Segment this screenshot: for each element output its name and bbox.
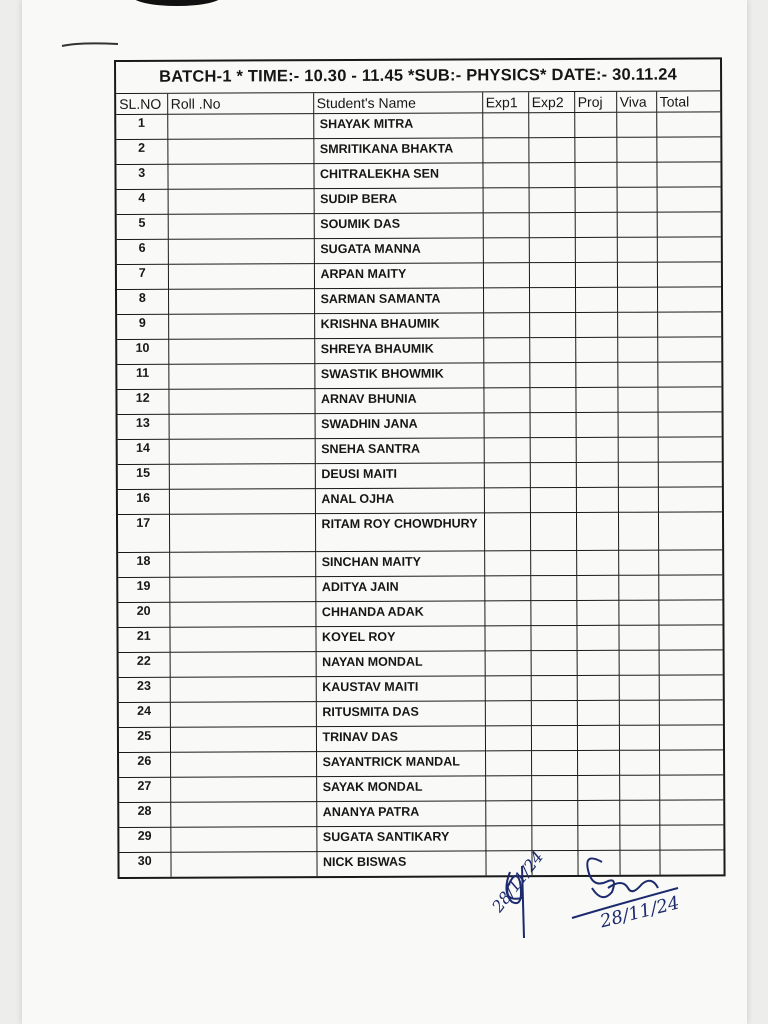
viva-cell [619,650,659,675]
proj-cell [575,312,617,337]
total-cell [657,237,721,262]
exp1-cell [485,776,531,801]
exp2-cell [529,337,575,362]
name-cell: RITAM ROY CHOWDHURY [315,513,484,552]
total-cell [657,362,721,387]
viva-cell [617,287,657,312]
roll-cell [167,114,313,140]
sl-cell: 3 [116,164,167,189]
sl-cell: 8 [117,289,168,314]
sl-cell: 16 [118,489,169,514]
name-cell: NICK BISWAS [316,851,485,876]
viva-cell [619,800,659,825]
sl-cell: 11 [117,364,168,389]
viva-cell [618,462,658,487]
exp1-cell [484,488,530,513]
proj-cell [575,387,617,412]
sl-cell: 25 [119,727,170,752]
name-cell: ARPAN MAITY [314,263,483,289]
sl-cell: 2 [116,139,167,164]
name-cell: SWASTIK BHOWMIK [314,363,483,389]
name-cell: SINCHAN MAITY [315,551,484,577]
exp1-cell [483,213,529,238]
roll-cell [168,389,314,415]
roll-cell [170,727,316,753]
roll-cell [170,752,316,778]
total-cell [658,487,722,512]
exp1-cell [483,388,529,413]
viva-cell [619,675,659,700]
table-row [117,212,721,240]
proj-cell [574,162,616,187]
proj-cell [577,725,619,750]
roll-cell [169,602,315,628]
total-cell [658,412,722,437]
proj-cell [577,700,619,725]
name-cell: SUGATA MANNA [314,238,483,264]
viva-cell [619,700,659,725]
sl-cell: 13 [118,414,169,439]
table-row [117,312,721,340]
table-row [118,600,722,628]
roll-cell [169,464,315,490]
col-header-viva: Viva [616,92,656,113]
exp2-cell [528,162,574,187]
total-cell [658,550,722,575]
roll-cell [168,264,314,290]
viva-cell [618,512,658,550]
exp1-cell [484,463,530,488]
name-cell: SUDIP BERA [314,188,483,214]
exp2-cell [529,287,575,312]
table-row [116,112,720,140]
proj-cell [574,137,616,162]
exp2-cell [531,650,577,675]
exp2-cell [529,187,575,212]
name-cell: KAUSTAV MAITI [316,676,485,702]
proj-cell [575,187,617,212]
roll-cell [168,289,314,315]
table-row [118,512,722,553]
exp2-cell [531,750,577,775]
name-cell: NAYAN MONDAL [316,651,485,677]
exp2-cell [531,725,577,750]
viva-cell [618,437,658,462]
exp2-cell [530,487,576,512]
table-row [119,750,723,778]
exp1-cell [483,338,529,363]
roll-cell [169,552,315,578]
exp1-cell [485,751,531,776]
proj-cell [577,750,619,775]
roll-cell [170,652,316,678]
proj-cell [575,212,617,237]
roll-cell [170,852,316,877]
exp1-cell [484,626,530,651]
exp1-cell [485,701,531,726]
table-row [116,137,720,165]
table-row [118,575,722,603]
exp2-cell [530,412,576,437]
exp2-cell [530,550,576,575]
roll-cell [169,514,315,553]
viva-cell [617,262,657,287]
table-row [119,700,723,728]
roll-cell [170,827,316,853]
proj-cell [575,262,617,287]
col-header-exp2: Exp2 [528,92,574,113]
proj-cell [575,362,617,387]
proj-cell [576,600,618,625]
total-cell [658,437,722,462]
sl-cell: 5 [117,214,168,239]
student-table [116,91,723,877]
roll-cell [170,777,316,803]
table-row [117,187,721,215]
viva-cell [618,600,658,625]
table-row [119,800,723,828]
exp2-cell [529,312,575,337]
total-cell [657,312,721,337]
sl-cell: 15 [118,464,169,489]
exp1-cell [485,726,531,751]
roll-cell [168,239,314,265]
table-row [118,487,722,515]
total-cell [657,262,721,287]
name-cell: SHREYA BHAUMIK [314,338,483,364]
total-cell [659,800,723,825]
name-cell: SHAYAK MITRA [313,113,482,139]
table-row [118,437,722,465]
pen-mark [60,38,120,50]
exp1-cell [483,238,529,263]
exp2-cell [529,262,575,287]
proj-cell [576,550,618,575]
ink-blot [132,0,222,6]
name-cell: DEUSI MAITI [315,463,484,489]
sl-cell: 4 [117,189,168,214]
exp2-cell [531,800,577,825]
name-cell: ADITYA JAIN [315,576,484,602]
exp2-cell [529,237,575,262]
col-header-proj: Proj [574,92,616,113]
name-cell: KRISHNA BHAUMIK [314,313,483,339]
sl-cell: 24 [119,702,170,727]
exp1-cell [485,826,531,851]
exp1-cell [483,313,529,338]
proj-cell [576,412,618,437]
exp1-cell [485,676,531,701]
exp2-cell [530,600,576,625]
exp1-cell [483,188,529,213]
exp2-cell [528,137,574,162]
exp1-cell [484,576,530,601]
table-row [119,650,723,678]
table-row [117,262,721,290]
name-cell: TRINAV DAS [316,726,485,752]
table-row [119,675,723,703]
viva-cell [618,487,658,512]
col-header-name: Student's Name [313,92,482,113]
exp2-cell [530,437,576,462]
exp1-cell [484,601,530,626]
table-row [117,287,721,315]
exp1-cell [482,113,528,138]
exp2-cell [529,212,575,237]
total-cell [659,825,723,850]
exp1-cell [484,413,530,438]
viva-cell [616,112,656,137]
proj-cell [575,287,617,312]
exp2-cell [530,512,576,550]
viva-cell [617,362,657,387]
total-cell [658,600,722,625]
exp2-cell [530,575,576,600]
total-cell [657,387,721,412]
col-header-total: Total [656,91,720,112]
viva-cell [617,237,657,262]
table-row [118,462,722,490]
proj-cell [576,462,618,487]
table-row [118,625,722,653]
exp2-cell [530,462,576,487]
name-cell: SNEHA SANTRA [315,438,484,464]
exp1-cell [485,801,531,826]
exp1-cell [483,263,529,288]
signature-1-date: 28/11/24 [488,847,548,916]
viva-cell [617,337,657,362]
name-cell: SARMAN SAMANTA [314,288,483,314]
sheet-title: BATCH-1 * TIME:- 10.30 - 11.45 *SUB:- PHYSICS* DATE:- 30.11.24 [116,59,720,94]
roll-cell [169,414,315,440]
roll-cell [169,489,315,515]
sl-cell: 29 [119,827,170,852]
roll-cell [170,677,316,703]
total-cell [659,700,723,725]
table-row [117,237,721,265]
exp1-cell [485,651,531,676]
viva-cell [616,162,656,187]
paper-sheet [22,0,747,1024]
table-row [117,362,721,390]
marks-sheet [114,57,726,879]
name-cell: SMRITIKANA BHAKTA [313,138,482,164]
exp1-cell [484,438,530,463]
total-cell [657,212,721,237]
exp2-cell [531,700,577,725]
sl-cell: 23 [119,677,170,702]
total-cell [659,675,723,700]
total-cell [659,775,723,800]
viva-cell [617,312,657,337]
total-cell [656,162,720,187]
total-cell [658,512,722,550]
proj-cell [577,675,619,700]
total-cell [658,462,722,487]
viva-cell [617,212,657,237]
exp2-cell [529,387,575,412]
viva-cell [619,775,659,800]
name-cell: SWADHIN JANA [315,413,484,439]
total-cell [656,112,720,137]
exp2-cell [531,775,577,800]
sl-cell: 10 [117,339,168,364]
roll-cell [170,702,316,728]
roll-cell [168,314,314,340]
name-cell: SAYANTRICK MANDAL [316,751,485,777]
viva-cell [619,825,659,850]
sl-cell: 21 [118,627,169,652]
proj-cell [577,650,619,675]
col-header-roll: Roll .No [167,93,313,114]
sl-cell: 26 [119,752,170,777]
proj-cell [575,237,617,262]
proj-cell [576,575,618,600]
name-cell: CHITRALEKHA SEN [313,163,482,189]
sl-cell: 14 [118,439,169,464]
total-cell [659,725,723,750]
exp1-cell [483,288,529,313]
total-cell [657,337,721,362]
name-cell: SOUMIK DAS [314,213,483,239]
viva-cell [618,412,658,437]
sl-cell: 18 [118,552,169,577]
proj-cell [577,825,619,850]
viva-cell [619,725,659,750]
exp1-cell [484,551,530,576]
exp1-cell [484,513,530,551]
total-cell [659,650,723,675]
exp2-cell [531,675,577,700]
roll-cell [168,364,314,390]
name-cell: KOYEL ROY [315,626,484,652]
name-cell: ANAL OJHA [315,488,484,514]
exp2-cell [530,625,576,650]
name-cell: ARNAV BHUNIA [314,388,483,414]
table-row [119,725,723,753]
sl-cell: 7 [117,264,168,289]
name-cell: SUGATA SANTIKARY [316,826,485,852]
exp2-cell [531,825,577,850]
sl-cell: 6 [117,239,168,264]
sl-cell: 30 [119,852,170,877]
viva-cell [617,187,657,212]
sl-cell: 12 [117,389,168,414]
proj-cell [574,112,616,137]
roll-cell [169,577,315,603]
exp1-cell [483,363,529,388]
table-row [116,162,720,190]
roll-cell [169,439,315,465]
total-cell [657,287,721,312]
col-header-sl: SL.NO [116,94,167,115]
table-row [117,387,721,415]
proj-cell [576,512,618,550]
sl-cell: 28 [119,802,170,827]
proj-cell [575,337,617,362]
viva-cell [618,575,658,600]
exp1-cell [482,163,528,188]
proj-cell [577,775,619,800]
viva-cell [617,387,657,412]
viva-cell [618,625,658,650]
col-header-exp1: Exp1 [482,92,528,113]
table-row [117,337,721,365]
table-row [118,550,722,578]
name-cell: RITUSMITA DAS [316,701,485,727]
table-row [118,412,722,440]
sl-cell: 22 [119,652,170,677]
proj-cell [576,487,618,512]
viva-cell [618,550,658,575]
sl-cell: 1 [116,114,167,139]
roll-cell [169,627,315,653]
exp2-cell [528,112,574,137]
total-cell [658,575,722,600]
sl-cell: 20 [118,602,169,627]
sl-cell: 9 [117,314,168,339]
name-cell: ANANYA PATRA [316,801,485,827]
exp2-cell [529,362,575,387]
proj-cell [576,437,618,462]
roll-cell [168,189,314,215]
exp1-cell [482,138,528,163]
total-cell [656,137,720,162]
proj-cell [577,800,619,825]
sl-cell: 27 [119,777,170,802]
roll-cell [168,214,314,240]
total-cell [657,187,721,212]
viva-cell [619,750,659,775]
roll-cell [167,139,313,165]
table-row [119,775,723,803]
roll-cell [167,164,313,190]
roll-cell [170,802,316,828]
signature-2-date: 28/11/24 [598,892,682,933]
total-cell [658,625,722,650]
sl-cell: 17 [118,514,169,552]
sl-cell: 19 [118,577,169,602]
roll-cell [168,339,314,365]
name-cell: CHHANDA ADAK [315,601,484,627]
proj-cell [576,625,618,650]
name-cell: SAYAK MONDAL [316,776,485,802]
viva-cell [616,137,656,162]
header-row [116,91,720,114]
total-cell [659,750,723,775]
